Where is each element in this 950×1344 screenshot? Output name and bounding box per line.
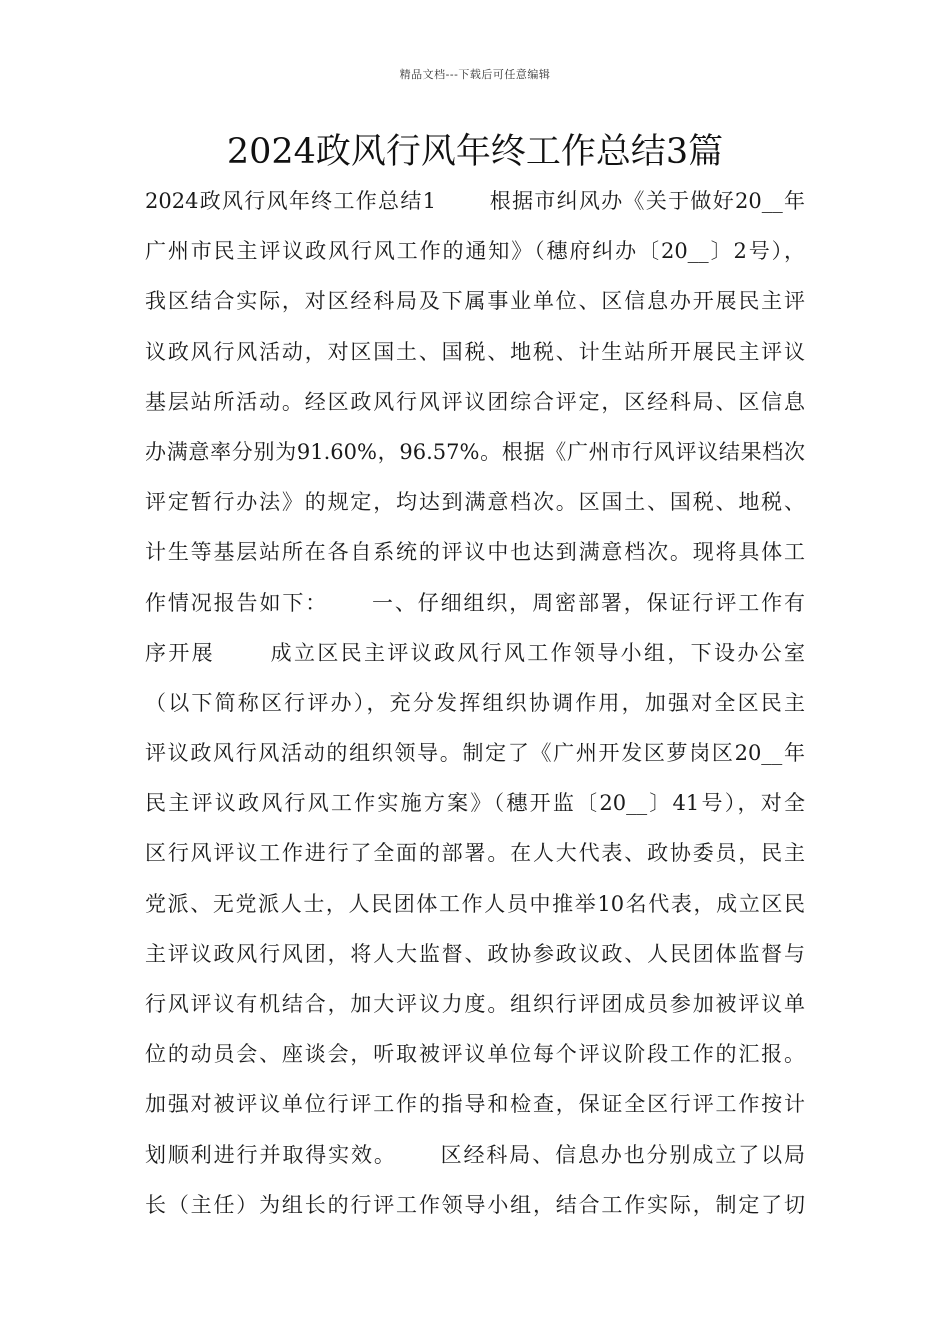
body-line: 划顺利进行并取得实效。 区经科局、信息办也分别成立了以局 <box>145 1142 805 1167</box>
body-line: 作情况报告如下： 一、仔细组织，周密部署，保证行评工作有 <box>145 590 805 615</box>
body-line: 党派、无党派人士，人民团体工作人员中推举10名代表，成立区民 <box>145 891 805 916</box>
body-line: 计生等基层站所在各自系统的评议中也达到满意档次。现将具体工 <box>145 540 805 565</box>
body-line: 行风评议有机结合，加大评议力度。组织行评团成员参加被评议单 <box>145 992 805 1016</box>
body-line: 评议政风行风活动的组织领导。制定了《广州开发区萝岗区20__年 <box>145 741 805 766</box>
body-line: 民主评议政风行风工作实施方案》（穗开监〔20__〕41号），对全 <box>145 791 805 816</box>
body-line: 主评议政风行风团，将人大监督、政协参政议政、人民团体监督与 <box>145 941 805 966</box>
page-header: 精品文档---下载后可任意编辑 <box>399 68 551 81</box>
body-line: 广州市民主评议政风行风工作的通知》（穗府纠办〔20__〕2号）， <box>145 239 805 264</box>
body-line: 议政风行风活动，对区国土、国税、地税、计生站所开展民主评议 <box>145 339 805 364</box>
document-body <box>145 176 805 1230</box>
body-line: 长（主任）为组长的行评工作领导小组，结合工作实际，制定了切 <box>145 1192 805 1217</box>
body-line: 办满意率分别为91.60%，96.57%。根据《广州市行风评议结果档次 <box>145 439 805 464</box>
body-line: 基层站所活动。经区政风行风评议团综合评定，区经科局、区信息 <box>145 389 805 414</box>
body-line: 加强对被评议单位行评工作的指导和检查，保证全区行评工作按计 <box>145 1092 805 1117</box>
body-line: 我区结合实际，对区经科局及下属事业单位、区信息办开展民主评 <box>145 289 805 314</box>
document-title: 2024政风行风年终工作总结3篇 <box>226 132 724 172</box>
body-line: 区行风评议工作进行了全面的部署。在人大代表、政协委员，民主 <box>145 841 805 866</box>
body-line: 序开展 成立区民主评议政风行风工作领导小组，下设办公室 <box>145 640 805 665</box>
body-line: 2024政风行风年终工作总结1 根据市纠风办《关于做好20__年 <box>145 189 805 213</box>
body-line: 评定暂行办法》的规定，均达到满意档次。区国土、国税、地税、 <box>145 490 805 515</box>
body-line: （以下简称区行评办），充分发挥组织协调作用，加强对全区民主 <box>145 690 805 715</box>
body-line: 位的动员会、座谈会，听取被评议单位每个评议阶段工作的汇报。 <box>145 1042 805 1067</box>
